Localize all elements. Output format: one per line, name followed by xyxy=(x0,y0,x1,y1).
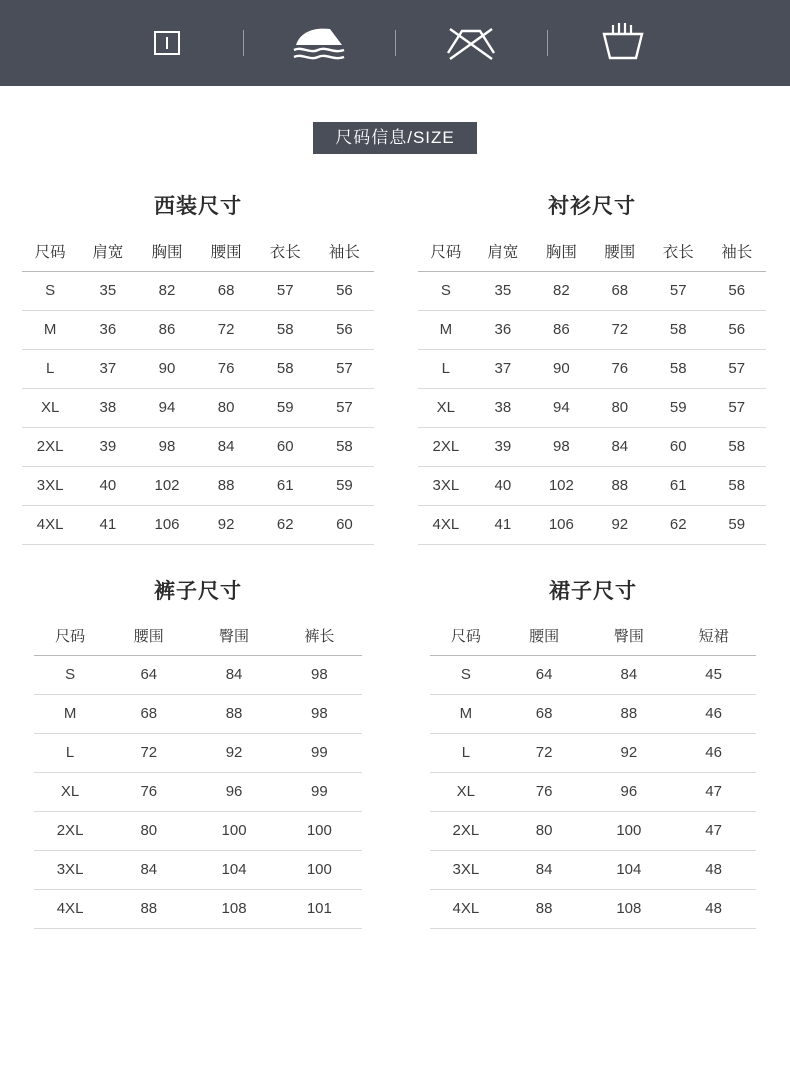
table-row xyxy=(22,506,374,545)
cell: 72 xyxy=(591,311,649,350)
cell: L xyxy=(34,734,106,773)
cell: 58 xyxy=(256,350,315,389)
table-row xyxy=(22,428,374,467)
cell: M xyxy=(22,311,78,350)
cell: 4XL xyxy=(418,506,474,545)
cell: 92 xyxy=(586,734,671,773)
cell: 94 xyxy=(532,389,590,428)
table-row xyxy=(22,389,374,428)
table-row xyxy=(430,812,756,851)
col-header: 衣长 xyxy=(256,234,315,272)
cell: XL xyxy=(430,773,502,812)
cell: 39 xyxy=(78,428,137,467)
cell: 59 xyxy=(649,389,707,428)
cell: 56 xyxy=(707,311,766,350)
cell: 3XL xyxy=(430,851,502,890)
cell: 90 xyxy=(532,350,590,389)
cell: 76 xyxy=(197,350,256,389)
cell: 57 xyxy=(649,272,707,311)
cell: 88 xyxy=(191,695,276,734)
cell: 47 xyxy=(671,812,756,851)
table-row xyxy=(418,506,766,545)
cell: 102 xyxy=(532,467,590,506)
cell: 57 xyxy=(315,389,374,428)
cell: 60 xyxy=(649,428,707,467)
table-row xyxy=(418,467,766,506)
cell: 106 xyxy=(532,506,590,545)
cell: 2XL xyxy=(34,812,106,851)
cell: S xyxy=(22,272,78,311)
cell: 84 xyxy=(191,656,276,695)
cell: 38 xyxy=(474,389,532,428)
cell: 62 xyxy=(256,506,315,545)
cell: 100 xyxy=(191,812,276,851)
cell: 76 xyxy=(106,773,191,812)
col-header: 尺码 xyxy=(22,234,78,272)
cell: 82 xyxy=(532,272,590,311)
col-header: 腰围 xyxy=(106,619,191,656)
cell: M xyxy=(418,311,474,350)
table-row xyxy=(430,734,756,773)
col-header: 臀围 xyxy=(191,619,276,656)
cell: 4XL xyxy=(430,890,502,929)
cell: 76 xyxy=(502,773,587,812)
table-header-row xyxy=(22,234,374,272)
size-info-badge: 尺码信息/SIZE xyxy=(313,122,477,154)
cell: L xyxy=(430,734,502,773)
cell: 72 xyxy=(197,311,256,350)
cell: 98 xyxy=(277,656,362,695)
cell: 68 xyxy=(502,695,587,734)
shirt-size-table xyxy=(418,234,766,545)
care-divider xyxy=(519,30,575,56)
care-divider xyxy=(367,30,423,56)
cell: M xyxy=(34,695,106,734)
cell: 60 xyxy=(315,506,374,545)
cell: 57 xyxy=(315,350,374,389)
cell: 2XL xyxy=(418,428,474,467)
cell: 64 xyxy=(502,656,587,695)
cell: 62 xyxy=(649,506,707,545)
cell: 80 xyxy=(197,389,256,428)
cell: 38 xyxy=(78,389,137,428)
cell: 84 xyxy=(197,428,256,467)
care-symbols-list xyxy=(119,13,671,73)
cell: 59 xyxy=(256,389,315,428)
cell: 76 xyxy=(591,350,649,389)
cell: 57 xyxy=(707,350,766,389)
col-header: 尺码 xyxy=(34,619,106,656)
table-row xyxy=(430,695,756,734)
cell: 98 xyxy=(277,695,362,734)
cell: 100 xyxy=(586,812,671,851)
shirt-table-caption: 衬衫尺寸 xyxy=(548,195,636,218)
cell: 35 xyxy=(474,272,532,311)
skirt-size-table xyxy=(430,619,756,929)
table-row xyxy=(22,467,374,506)
suit-table-caption: 西装尺寸 xyxy=(154,195,242,218)
table-row xyxy=(34,851,362,890)
cell: 101 xyxy=(277,890,362,929)
cell: 100 xyxy=(277,812,362,851)
col-header: 腰围 xyxy=(591,234,649,272)
table-row xyxy=(418,428,766,467)
size-info-title-row xyxy=(0,122,790,154)
cell: 68 xyxy=(106,695,191,734)
cell: 4XL xyxy=(22,506,78,545)
cell: 92 xyxy=(197,506,256,545)
iron-icon xyxy=(271,13,367,73)
table-row xyxy=(34,812,362,851)
cell: 3XL xyxy=(418,467,474,506)
cell: 100 xyxy=(277,851,362,890)
cell: 86 xyxy=(532,311,590,350)
table-row xyxy=(430,656,756,695)
cell: L xyxy=(418,350,474,389)
cell: 99 xyxy=(277,773,362,812)
col-header: 肩宽 xyxy=(474,234,532,272)
cell: XL xyxy=(34,773,106,812)
cell: 46 xyxy=(671,695,756,734)
cell: 80 xyxy=(591,389,649,428)
col-header: 短裙 xyxy=(671,619,756,656)
col-header: 腰围 xyxy=(197,234,256,272)
table-row xyxy=(34,890,362,929)
cell: 88 xyxy=(502,890,587,929)
cell: 61 xyxy=(649,467,707,506)
cell: 80 xyxy=(106,812,191,851)
cell: 58 xyxy=(707,467,766,506)
cell: 56 xyxy=(707,272,766,311)
col-header: 胸围 xyxy=(532,234,590,272)
cell: 47 xyxy=(671,773,756,812)
cell: 45 xyxy=(671,656,756,695)
table-header-row xyxy=(418,234,766,272)
cell: XL xyxy=(418,389,474,428)
cell: 57 xyxy=(707,389,766,428)
cell: 68 xyxy=(591,272,649,311)
cell: 57 xyxy=(256,272,315,311)
cell: 36 xyxy=(474,311,532,350)
col-header: 腰围 xyxy=(502,619,587,656)
col-header: 袖长 xyxy=(315,234,374,272)
cell: 2XL xyxy=(22,428,78,467)
cell: 84 xyxy=(586,656,671,695)
table-row xyxy=(34,695,362,734)
cell: 88 xyxy=(197,467,256,506)
cell: 39 xyxy=(474,428,532,467)
suit-size-table-block xyxy=(0,190,396,545)
col-header: 袖长 xyxy=(707,234,766,272)
cell: 96 xyxy=(586,773,671,812)
care-symbols-bar xyxy=(0,0,790,86)
cell: 88 xyxy=(586,695,671,734)
col-header: 尺码 xyxy=(430,619,502,656)
cell: 48 xyxy=(671,851,756,890)
col-header: 臀围 xyxy=(586,619,671,656)
hand-wash-icon xyxy=(575,13,671,73)
col-header: 胸围 xyxy=(137,234,196,272)
cell: 60 xyxy=(256,428,315,467)
cell: 2XL xyxy=(430,812,502,851)
table-row xyxy=(34,656,362,695)
cell: 80 xyxy=(502,812,587,851)
cell: 48 xyxy=(671,890,756,929)
table-row xyxy=(430,851,756,890)
pants-size-table xyxy=(34,619,362,929)
cell: L xyxy=(22,350,78,389)
cell: 36 xyxy=(78,311,137,350)
cell: 3XL xyxy=(34,851,106,890)
cell: XL xyxy=(22,389,78,428)
table-row xyxy=(22,350,374,389)
cell: 92 xyxy=(191,734,276,773)
cell: 82 xyxy=(137,272,196,311)
shirt-size-table-block xyxy=(396,190,790,545)
cell: 61 xyxy=(256,467,315,506)
cell: 106 xyxy=(137,506,196,545)
cell: 46 xyxy=(671,734,756,773)
table-row xyxy=(430,773,756,812)
cell: 92 xyxy=(591,506,649,545)
cell: 37 xyxy=(78,350,137,389)
table-row xyxy=(34,773,362,812)
cell: 86 xyxy=(137,311,196,350)
cell: 58 xyxy=(649,311,707,350)
care-divider xyxy=(215,30,271,56)
cell: 4XL xyxy=(34,890,106,929)
col-header: 尺码 xyxy=(418,234,474,272)
cell: 41 xyxy=(78,506,137,545)
cell: 98 xyxy=(532,428,590,467)
col-header: 裤长 xyxy=(277,619,362,656)
cell: M xyxy=(430,695,502,734)
cell: 37 xyxy=(474,350,532,389)
cell: 88 xyxy=(106,890,191,929)
cell: 108 xyxy=(586,890,671,929)
pants-table-caption: 裤子尺寸 xyxy=(154,580,242,603)
table-row xyxy=(418,350,766,389)
suit-size-table xyxy=(22,234,374,545)
table-row xyxy=(418,311,766,350)
skirt-table-caption: 裙子尺寸 xyxy=(549,580,637,603)
cell: 58 xyxy=(315,428,374,467)
cell: 68 xyxy=(197,272,256,311)
table-header-row xyxy=(34,619,362,656)
cell: 84 xyxy=(502,851,587,890)
cell: 40 xyxy=(78,467,137,506)
table-row xyxy=(22,311,374,350)
col-header: 衣长 xyxy=(649,234,707,272)
cell: S xyxy=(430,656,502,695)
cell: 84 xyxy=(106,851,191,890)
cell: 108 xyxy=(191,890,276,929)
cell: 72 xyxy=(502,734,587,773)
skirt-size-table-block xyxy=(396,575,790,929)
table-header-row xyxy=(430,619,756,656)
cell: S xyxy=(34,656,106,695)
table-row xyxy=(430,890,756,929)
cell: 58 xyxy=(649,350,707,389)
do-not-bleach-box-icon xyxy=(119,13,215,73)
cell: 58 xyxy=(707,428,766,467)
cell: 88 xyxy=(591,467,649,506)
cell: 59 xyxy=(707,506,766,545)
col-header: 肩宽 xyxy=(78,234,137,272)
pants-size-table-block xyxy=(0,575,396,929)
cell: 59 xyxy=(315,467,374,506)
cell: 104 xyxy=(586,851,671,890)
cell: 94 xyxy=(137,389,196,428)
do-not-dry-clean-icon xyxy=(423,13,519,73)
cell: 90 xyxy=(137,350,196,389)
cell: 40 xyxy=(474,467,532,506)
cell: 96 xyxy=(191,773,276,812)
table-row xyxy=(34,734,362,773)
cell: 58 xyxy=(256,311,315,350)
cell: 41 xyxy=(474,506,532,545)
table-row xyxy=(418,389,766,428)
cell: 64 xyxy=(106,656,191,695)
cell: S xyxy=(418,272,474,311)
cell: 3XL xyxy=(22,467,78,506)
table-row xyxy=(22,272,374,311)
cell: 99 xyxy=(277,734,362,773)
cell: 104 xyxy=(191,851,276,890)
cell: 56 xyxy=(315,311,374,350)
cell: 102 xyxy=(137,467,196,506)
size-tables-grid xyxy=(0,190,790,929)
cell: 98 xyxy=(137,428,196,467)
cell: 56 xyxy=(315,272,374,311)
cell: 35 xyxy=(78,272,137,311)
table-row xyxy=(418,272,766,311)
cell: 84 xyxy=(591,428,649,467)
cell: 72 xyxy=(106,734,191,773)
